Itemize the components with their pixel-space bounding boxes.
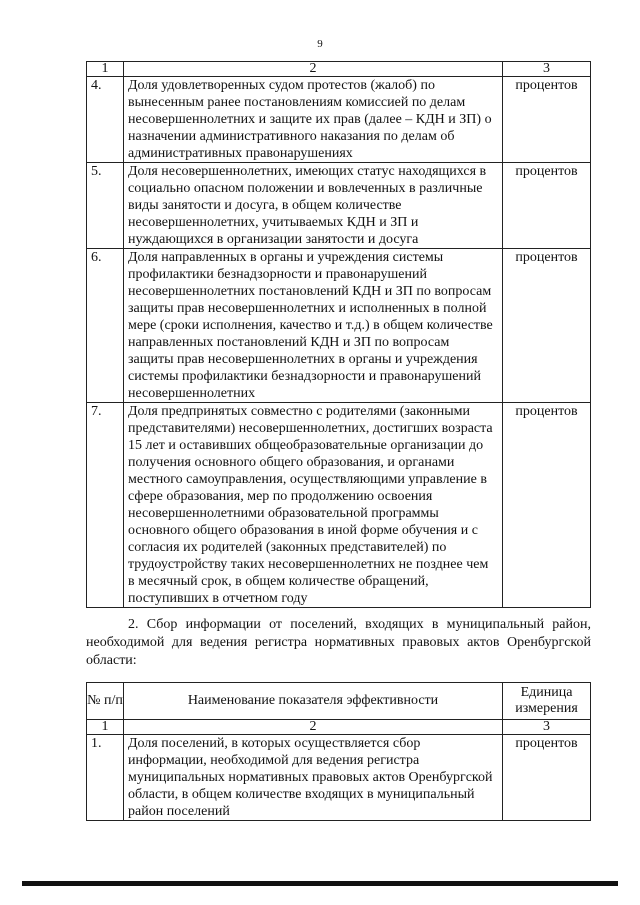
unit-of-measure: процентов <box>503 249 591 403</box>
indicator-name: Доля несовершеннолетних, имеющих статус находящихся в социально опасном положении и вовлеченных в различные виды занятости и досуга, в общем количестве несовершеннолетних, учитываемых КДН и ЗП и нуждающихся в организации занятости и досуга <box>124 163 503 249</box>
column-number-3: 3 <box>503 720 591 735</box>
section-paragraph: 2. Сбор информации от поселений, входящих в муниципальный район, необходимой для ведения регистра нормативных правовых актов Оренбургской области: <box>86 617 591 668</box>
page-number: 9 <box>317 38 323 50</box>
header-indicator-name: Наименование показателя эффективности <box>124 683 503 720</box>
page-bottom-rule <box>22 881 618 886</box>
column-number-1: 1 <box>87 720 124 735</box>
header-number: № п/п <box>87 683 124 720</box>
header-unit: Единица измерения <box>503 683 591 720</box>
table-row <box>87 249 591 403</box>
table-row <box>87 403 591 608</box>
row-number: 1. <box>87 735 124 821</box>
indicators-table-continued <box>86 61 591 608</box>
table-column-numbers <box>87 62 591 77</box>
row-number: 4. <box>87 77 124 163</box>
indicator-name: Доля удовлетворенных судом протестов (жалоб) по вынесенным ранее постановлениям комиссией по делам несовершеннолетних и защите их прав (далее – КДН и ЗП) о назначении административного наказания по делам об административных правонарушениях <box>124 77 503 163</box>
row-number: 5. <box>87 163 124 249</box>
table-header-row <box>87 683 591 720</box>
table-row <box>87 77 591 163</box>
column-number-1: 1 <box>87 62 124 77</box>
unit-of-measure: процентов <box>503 735 591 821</box>
column-number-2: 2 <box>124 62 503 77</box>
table-row <box>87 163 591 249</box>
table-column-numbers <box>87 720 591 735</box>
unit-of-measure: процентов <box>503 403 591 608</box>
unit-of-measure: процентов <box>503 163 591 249</box>
indicator-name: Доля предпринятых совместно с родителями (законными представителями) несовершеннолетних, достигших возраста 15 лет и оставивших общеобразовательные организации до получения основного общего образования, и органами местного самоуправления, осуществляющими управление в сфере образования, мер по продолжению освоения несовершеннолетними образовательной программы основного общего образования в иной форме обучения и с согласия их родителей (законных представителей) по трудоустройству таких несовершеннолетних не позднее чем в месячный срок, в общем количестве обращений, поступивших в отчетном году <box>124 403 503 608</box>
row-number: 6. <box>87 249 124 403</box>
table-row <box>87 735 591 821</box>
column-number-3: 3 <box>503 62 591 77</box>
indicator-name: Доля поселений, в которых осуществляется сбор информации, необходимой для ведения регистра муниципальных нормативных правовых актов Оренбургской области, в общем количестве входящих в муниципальный район поселений <box>124 735 503 821</box>
unit-of-measure: процентов <box>503 77 591 163</box>
indicator-name: Доля направленных в органы и учреждения системы профилактики безнадзорности и правонарушений несовершеннолетних постановлений КДН и ЗП по вопросам защиты прав несовершеннолетних и исполненных в полной мере (сроки исполнения, качество и т.д.) в общем количестве направленных постановлений КДН и ЗП по вопросам защиты прав несовершеннолетних в органы и учреждения системы профилактики безнадзорности и правонарушений несовершеннолетних <box>124 249 503 403</box>
row-number: 7. <box>87 403 124 608</box>
register-indicators-table <box>86 682 591 821</box>
column-number-2: 2 <box>124 720 503 735</box>
